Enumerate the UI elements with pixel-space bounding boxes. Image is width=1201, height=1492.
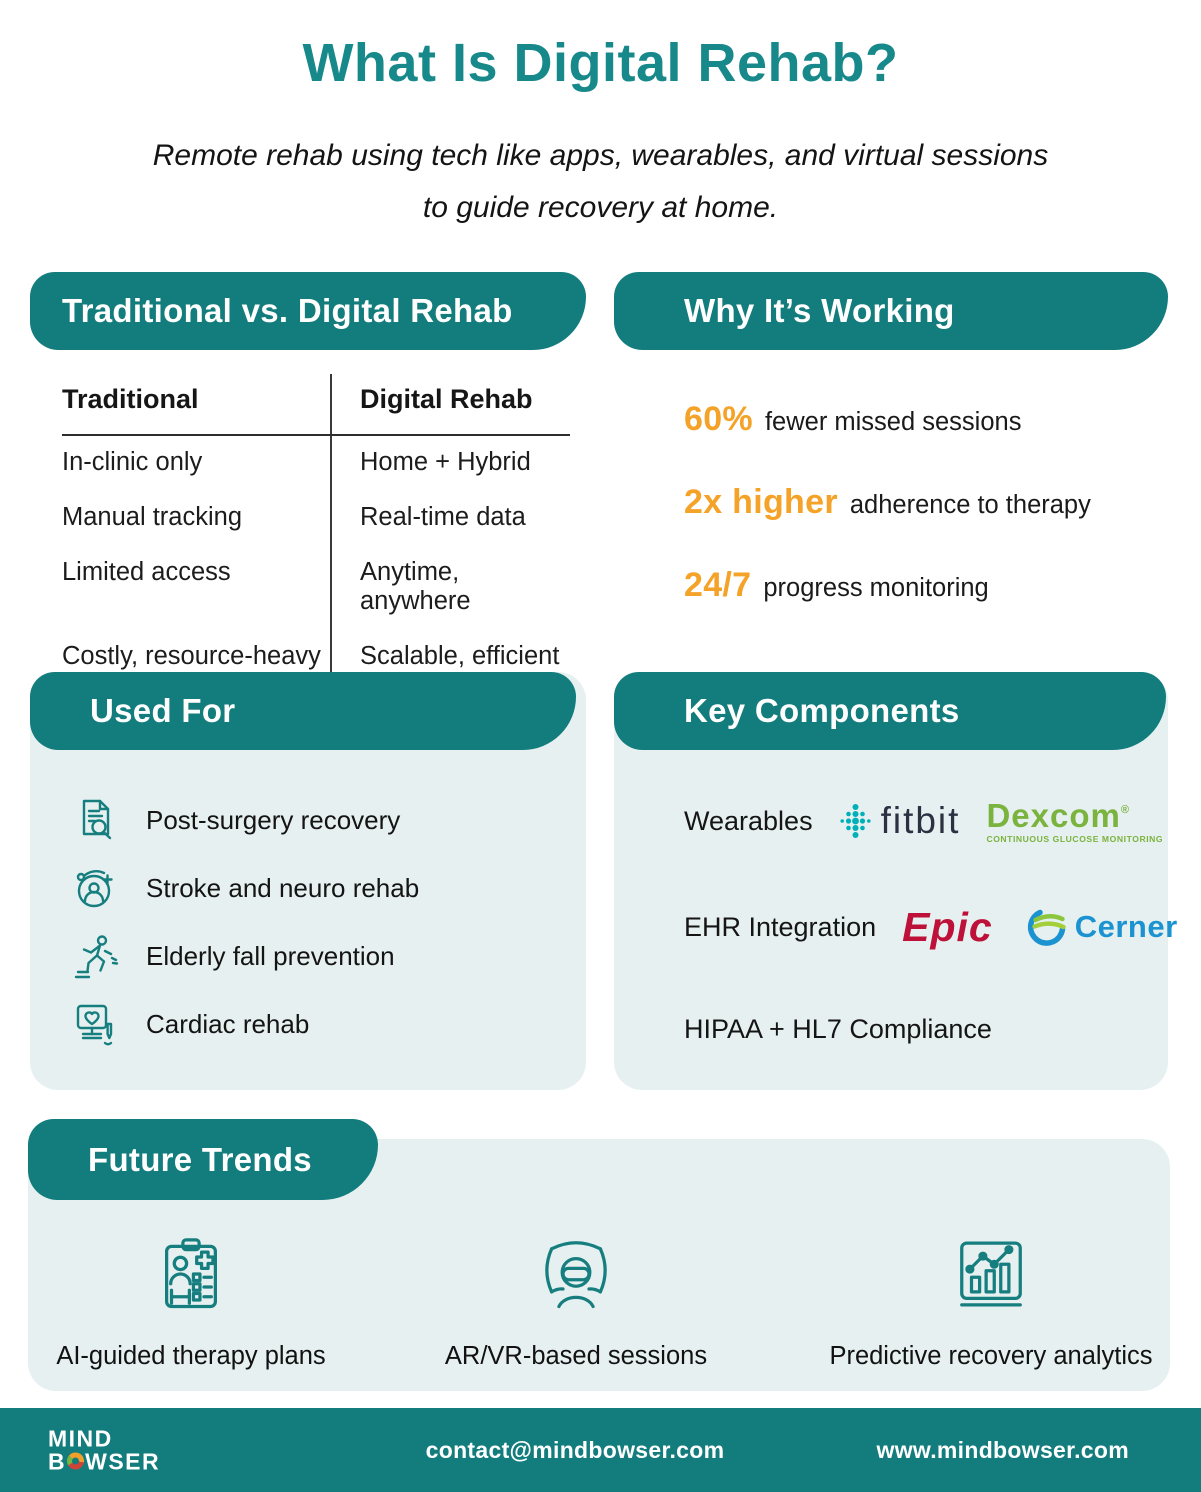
column-header-traditional: Traditional — [62, 384, 199, 414]
stat-value: 60% — [684, 400, 753, 438]
used-for-list — [30, 750, 586, 1058]
section-key-components — [614, 672, 1178, 1090]
trend-item — [826, 1235, 1156, 1371]
contact-email-link[interactable]: contact@mindbowser.com — [425, 1436, 725, 1463]
stat-row — [684, 566, 1168, 605]
stat-value: 24/7 — [684, 566, 752, 604]
comparison-heading: Traditional vs. Digital Rehab — [62, 292, 513, 329]
compliance-label: HIPAA + HL7 Compliance — [684, 1013, 992, 1044]
list-item — [72, 854, 586, 922]
post-surgery-document-icon — [72, 796, 120, 844]
ar-vr-headset-icon — [537, 1235, 615, 1318]
table-header-underline — [62, 434, 570, 436]
stats-list — [614, 400, 1168, 605]
cerner-wordmark: Cerner — [1074, 909, 1178, 944]
stat-label: fewer missed sessions — [764, 408, 1022, 436]
wearables-row — [684, 790, 1163, 852]
trend-item — [411, 1235, 741, 1371]
used-for-label: Elderly fall prevention — [146, 940, 395, 971]
analytics-chart-icon — [952, 1235, 1030, 1318]
list-item — [72, 786, 586, 854]
table-cell: Home + Hybrid — [360, 448, 531, 476]
section-why-its-working — [614, 272, 1168, 605]
subtitle-line-2: to guide recovery at home. — [422, 190, 779, 224]
table-cell: Limited access — [62, 558, 231, 586]
epic-logo: Epic — [902, 903, 993, 950]
table-cell: In-clinic only — [62, 448, 203, 476]
registered-mark: ® — [1120, 803, 1130, 816]
trend-item — [26, 1235, 356, 1371]
table-cell: Costly, resource-heavy — [62, 642, 321, 670]
section-traditional-vs-digital — [30, 272, 586, 684]
stat-row — [684, 400, 1168, 439]
section-heading-banner — [28, 1119, 378, 1200]
compliance-row — [684, 1004, 992, 1054]
footer-bar — [0, 1408, 1201, 1492]
website-link[interactable]: www.mindbowser.com — [876, 1436, 1129, 1463]
table-cell: Scalable, efficient — [360, 642, 560, 670]
comparison-table — [62, 370, 576, 684]
cardiac-monitor-icon — [72, 1000, 120, 1048]
future-trends-heading: Future Trends — [88, 1140, 312, 1178]
used-for-label: Cardiac rehab — [146, 1008, 310, 1039]
fitbit-wordmark: fitbit — [880, 800, 961, 841]
elderly-fall-icon — [72, 932, 120, 980]
page-subtitle — [0, 130, 1201, 233]
list-item — [72, 922, 586, 990]
stat-value: 2x higher — [684, 483, 838, 521]
logo-letter-b: B — [48, 1448, 67, 1474]
stat-row — [684, 483, 1168, 522]
key-components-heading: Key Components — [684, 692, 960, 729]
dexcom-tagline: CONTINUOUS GLUCOSE MONITORING — [986, 833, 1164, 844]
logo-line-1: MIND — [48, 1425, 113, 1452]
ehr-integration-row — [684, 896, 1178, 958]
stat-label: progress monitoring — [763, 574, 989, 602]
subtitle-line-1: Remote rehab using tech like apps, wearables, and virtual sessions — [152, 139, 1049, 172]
cerner-logo — [1027, 907, 1178, 947]
used-for-label: Post-surgery recovery — [146, 804, 401, 835]
dexcom-wordmark: Dexcom — [986, 796, 1121, 834]
ehr-label: EHR Integration — [684, 911, 877, 942]
used-for-heading: Used For — [90, 692, 236, 729]
table-cell: Real-time data — [360, 503, 526, 531]
trend-label: AI-guided therapy plans — [56, 1342, 326, 1370]
stat-label: adherence to therapy — [849, 491, 1091, 519]
trend-label: Predictive recovery analytics — [829, 1342, 1153, 1370]
ai-therapy-plan-icon — [152, 1235, 230, 1318]
dexcom-logo — [986, 796, 1164, 844]
logo-letters-wser: WSER — [85, 1448, 161, 1474]
section-heading-banner — [614, 672, 1166, 750]
page-title: What Is Digital Rehab? — [302, 33, 899, 93]
section-heading-banner — [30, 272, 586, 350]
table-cell: Anytime, anywhere — [360, 558, 471, 615]
fitbit-dots-icon — [839, 799, 872, 843]
why-working-heading: Why It’s Working — [684, 292, 955, 329]
table-vertical-divider — [330, 374, 332, 682]
column-header-digital: Digital Rehab — [360, 384, 533, 414]
fitbit-logo — [839, 799, 961, 843]
list-item — [72, 990, 586, 1058]
used-for-label: Stroke and neuro rehab — [146, 872, 420, 903]
section-used-for — [30, 672, 586, 1090]
cerner-globe-icon — [1027, 907, 1067, 947]
stroke-neuro-icon — [72, 864, 120, 912]
trend-label: AR/VR-based sessions — [444, 1342, 708, 1370]
section-heading-banner — [614, 272, 1168, 350]
section-heading-banner — [30, 672, 576, 750]
wearables-label: Wearables — [684, 805, 813, 836]
table-cell: Manual tracking — [62, 503, 243, 531]
